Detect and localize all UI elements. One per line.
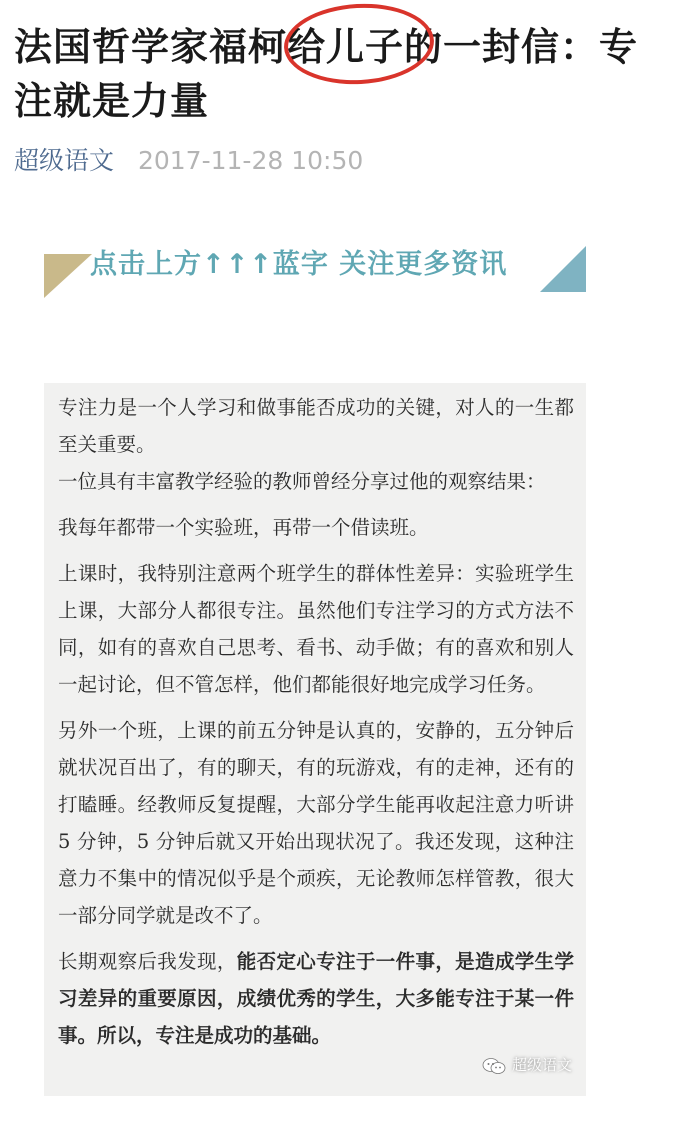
image-paragraph: 专注力是一个人学习和做事能否成功的关键，对人的一生都至关重要。 xyxy=(58,396,574,456)
account-name-link[interactable]: 超级语文 xyxy=(14,146,115,175)
conclusion-lead: 长期观察后我发现， xyxy=(58,950,237,973)
teal-triangle-corner-icon xyxy=(540,246,586,292)
follow-prompt-text: 点击上方↑↑↑蓝字 关注更多资讯 xyxy=(90,249,508,280)
image-paragraph: 我每年都带一个实验班，再带一个借读班。 xyxy=(58,516,429,539)
gold-triangle-corner-icon xyxy=(44,254,92,298)
wechat-icon xyxy=(482,1057,506,1075)
article-title: 法国哲学家福柯给儿子的一封信：专注就是力量 xyxy=(14,25,639,123)
image-paragraph: 上课时，我特别注意两个班学生的群体性差异：实验班学生上课，大部分人都很专注。虽然他们专注学习的方式方法不同，如有的喜欢自己思考、看书、动手做；有的喜欢和别人一起讨论，但不管怎样，他们都能很好地完成学习任务。 xyxy=(58,562,574,696)
article-meta xyxy=(14,146,363,176)
image-paragraph: 另外一个班，上课的前五分钟是认真的，安静的，五分钟后就状况百出了，有的聊天，有的玩游戏，有的走神，还有的打瞌睡。经教师反复提醒，大部分学生能再收起注意力听讲 5 分钟，5 分钟后就又开始出现状况了。我还发现，这种注意力不集中的情况似乎是个顽疾，无论教师怎样管教，很大一部分同学就是改不了。 xyxy=(58,719,574,927)
article-text-image xyxy=(44,383,586,1096)
image-paragraph: 一位具有丰富教学经验的教师曾经分享过他的观察结果： xyxy=(58,470,546,493)
publish-time: 2017-11-28 10:50 xyxy=(137,146,364,175)
account-watermark xyxy=(482,1047,572,1084)
follow-banner xyxy=(44,246,586,298)
conclusion-emphasis: 能否定心专注于一件事，是造成学生学习差异的重要原因，成绩优秀的学生，大多能专注于某一件事。所以，专注是成功的基础。 xyxy=(58,950,574,1047)
watermark-text: 超级语文 xyxy=(511,1056,572,1074)
image-paragraph-conclusion xyxy=(58,943,574,1054)
